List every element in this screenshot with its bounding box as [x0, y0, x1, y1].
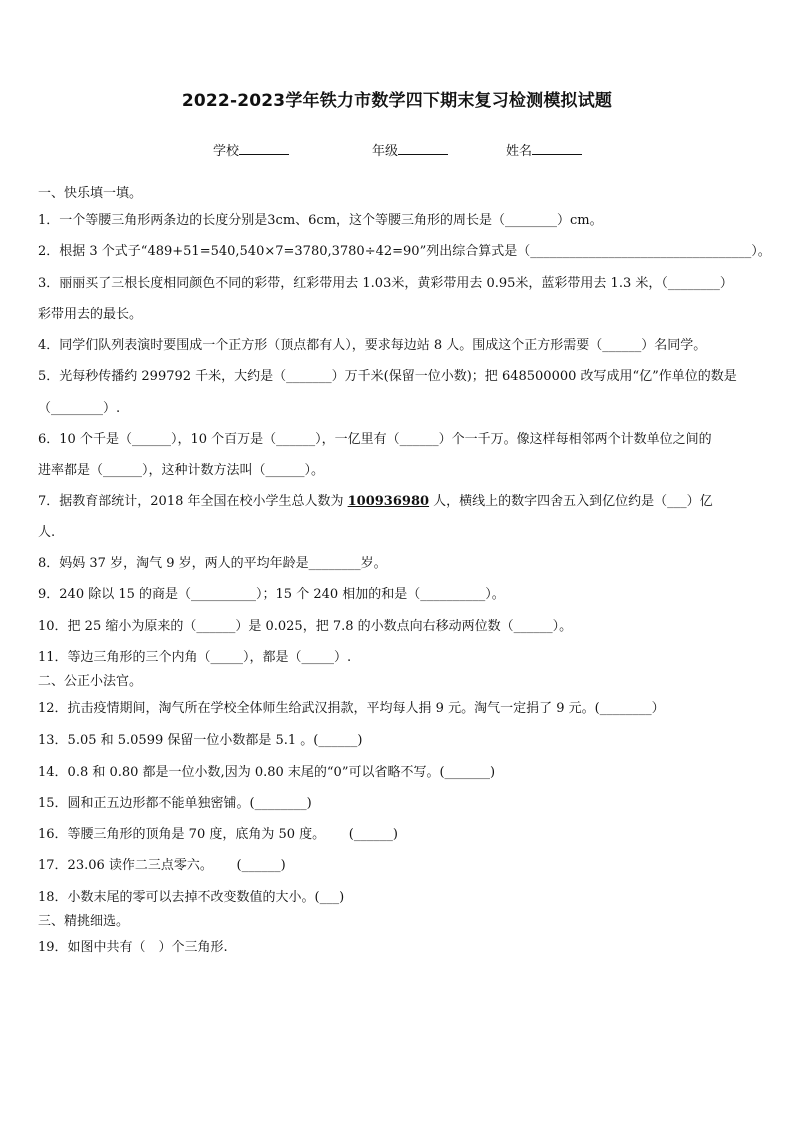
- question-7-cont: 人.: [38, 525, 56, 540]
- question-11: 11．等边三角形的三个内角（_____），都是（_____）.: [38, 650, 352, 665]
- question-12: 12．抗击疫情期间，淘气所在学校全体师生给武汉捐款，平均每人捐 9 元。淘气一定捐了 9 元。(________）: [38, 701, 665, 716]
- grade-blank: [398, 140, 448, 155]
- question-6-cont: 进率都是（______），这种计数方法叫（______）。: [38, 463, 325, 478]
- question-19: 19．如图中共有（ ）个三角形.: [38, 940, 228, 955]
- section-heading-3: 三、精挑细选。: [38, 914, 130, 929]
- section-heading-2: 二、公正小法官。: [38, 674, 143, 689]
- question-4: 4．同学们队列表演时要围成一个正方形（顶点都有人），要求每边站 8 人。围成这个正方形需要（______）名同学。: [38, 338, 707, 353]
- question-14: 14．0.8 和 0.80 都是一位小数,因为 0.80 末尾的“0”可以省略不写。(_______): [38, 765, 496, 780]
- grade-label: 年级: [372, 144, 399, 159]
- question-7-text-pre: 7．据教育部统计，2018 年全国在校小学生总人数为: [38, 494, 348, 509]
- question-10: 10．把 25 缩小为原来的（______）是 0.025，把 7.8 的小数点向右移动两位数（______）。: [38, 619, 573, 634]
- name-field: [506, 140, 582, 159]
- question-5: 5．光每秒传播约 299792 千米，大约是（_______）万千米(保留一位小数)；把 648500000 改写成用“亿”作单位的数是: [38, 369, 737, 384]
- question-7-text-post: 人，横线上的数字四舍五入到亿位约是（___）亿: [429, 494, 713, 509]
- question-16: 16．等腰三角形的顶角是 70 度，底角为 50 度。 (______): [38, 827, 398, 842]
- section-heading-1: 一、快乐填一填。: [38, 186, 143, 201]
- question-6: 6．10 个千是（______），10 个百万是（______），一亿里有（______）个一千万。像这样每相邻两个计数单位之间的: [38, 432, 712, 447]
- question-2: 2．根据 3 个式子“489+51=540,540×7=3780,3780÷42=90”列出综合算式是（__________________________________）。: [38, 244, 771, 259]
- question-8: 8．妈妈 37 岁，淘气 9 岁，两人的平均年龄是________岁。: [38, 556, 387, 571]
- question-15: 15．圆和正五边形都不能单独密铺。(________): [38, 796, 312, 811]
- school-field: [213, 140, 289, 159]
- question-17: 17．23.06 读作二三点零六。 (______): [38, 858, 286, 873]
- school-label: 学校: [213, 144, 240, 159]
- name-blank: [532, 140, 582, 155]
- question-3: 3．丽丽买了三根长度相同颜色不同的彩带，红彩带用去 1.03米，黄彩带用去 0.95米，蓝彩带用去 1.3 米，（________）: [38, 276, 733, 291]
- underlined-number: 100936980: [347, 494, 430, 509]
- question-9: 9．240 除以 15 的商是（__________）；15 个 240 相加的和是（__________）。: [38, 587, 505, 602]
- question-18: 18．小数末尾的零可以去掉不改变数值的大小。(___): [38, 890, 345, 905]
- question-3-cont: 彩带用去的最长。: [38, 307, 143, 322]
- question-5-cont: （________）.: [38, 401, 121, 416]
- page-title: 2022-2023学年铁力市数学四下期末复习检测模拟试题: [181, 91, 613, 111]
- question-7: [38, 490, 713, 509]
- question-13: 13．5.05 和 5.0599 保留一位小数都是 5.1 。(______): [38, 733, 363, 748]
- name-label: 姓名: [506, 144, 533, 159]
- grade-field: [372, 140, 448, 159]
- question-1: 1．一个等腰三角形两条边的长度分别是3cm、6cm，这个等腰三角形的周长是（________）cm。: [38, 213, 603, 228]
- school-blank: [239, 140, 289, 155]
